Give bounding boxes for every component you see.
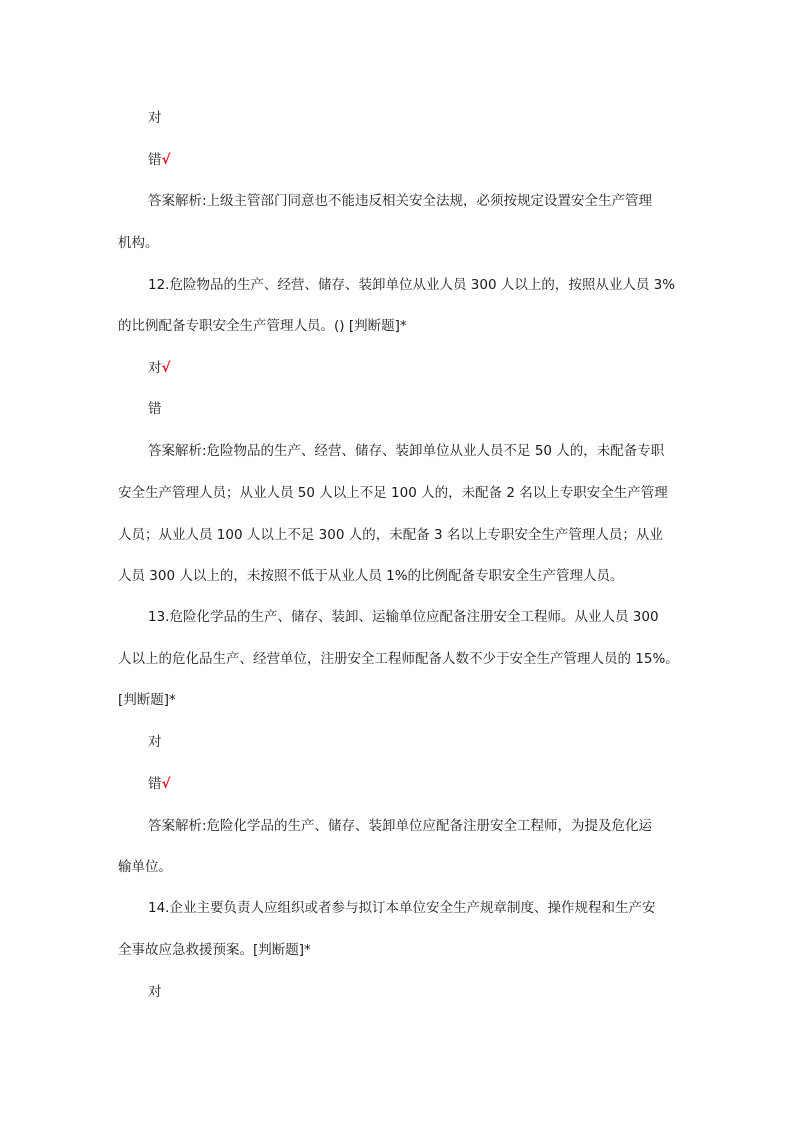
q12-question-line-1: 12.危险物品的生产、经营、储存、装卸单位从业人员 300 人以上的，按照从业人员 3% (148, 277, 676, 293)
q12-analysis-line-1: 答案解析:危险物品的生产、经营、储存、装卸单位从业人员不足 50 人的，未配备专职 (148, 443, 665, 459)
q11-analysis-line-1: 答案解析:上级主管部门同意也不能违反相关安全法规，必须按规定设置安全生产管理 (148, 193, 653, 209)
q11-analysis-line-2: 机构。 (118, 235, 159, 251)
q12-option-true[interactable] (148, 358, 171, 378)
q11-option-true[interactable] (148, 108, 162, 128)
q12-analysis-line-4: 人员 300 人以上的，未按照不低于从业人员 1%的比例配备专职安全生产管理人员。 (118, 568, 624, 584)
q14-option-true[interactable] (148, 982, 162, 1002)
q12-question-line-2: 的比例配备专职安全生产管理人员。() [判断题]* (118, 318, 407, 334)
q14-question-line-2: 全事故应急救援预案。[判断题]* (118, 942, 311, 958)
option-label: 错 (148, 152, 162, 168)
q13-option-false[interactable] (148, 774, 171, 794)
check-mark-icon: √ (161, 152, 171, 168)
option-label: 对 (148, 360, 162, 376)
check-mark-icon: √ (161, 360, 171, 376)
q12-analysis-line-2: 安全生产管理人员；从业人员 50 人以上不足 100 人的，未配备 2 名以上专职安全生产管理 (118, 485, 668, 501)
q13-analysis-line-2: 输单位。 (118, 859, 172, 875)
q12-analysis-line-3: 人员；从业人员 100 人以上不足 300 人的，未配备 3 名以上专职安全生产管理人员；从业 (118, 527, 663, 543)
option-label: 对 (148, 984, 162, 1000)
option-label: 对 (148, 110, 162, 126)
option-label: 对 (148, 734, 162, 750)
q13-question-line-1: 13.危险化学品的生产、储存、装卸、运输单位应配备注册安全工程师。从业人员 300 (148, 609, 659, 625)
q13-option-true[interactable] (148, 732, 162, 752)
q13-question-line-3: [判断题]* (118, 692, 176, 708)
q12-option-false[interactable] (148, 399, 162, 419)
q13-question-line-2: 人以上的危化品生产、经营单位，注册安全工程师配备人数不少于安全生产管理人员的 15%。 (118, 651, 679, 667)
option-label: 错 (148, 401, 162, 417)
q14-question-line-1: 14.企业主要负责人应组织或者参与拟订本单位安全生产规章制度、操作规程和生产安 (148, 900, 656, 916)
q11-option-false[interactable] (148, 150, 171, 170)
option-label: 错 (148, 776, 162, 792)
q13-analysis-line-1: 答案解析:危险化学品的生产、储存、装卸单位应配备注册安全工程师，为提及危化运 (148, 818, 653, 834)
check-mark-icon: √ (161, 776, 171, 792)
